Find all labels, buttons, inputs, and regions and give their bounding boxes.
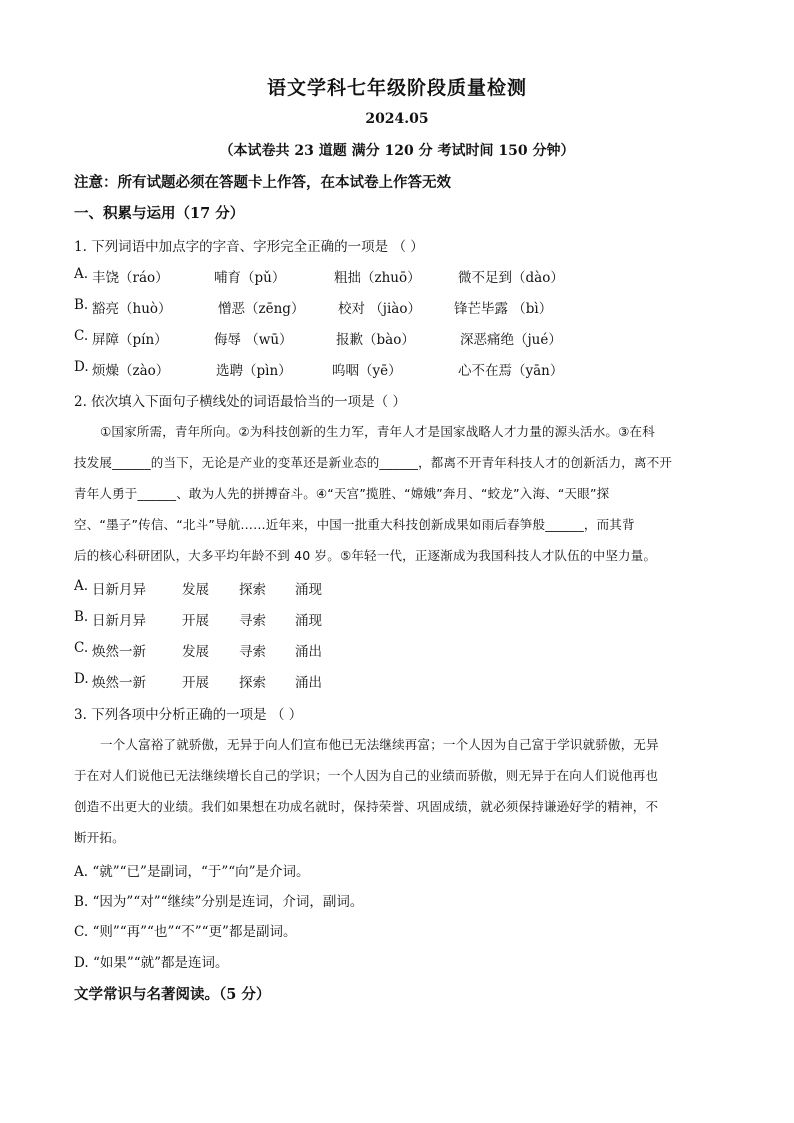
option-word: 侮辱 （wū） bbox=[214, 332, 293, 348]
option-label: C. bbox=[74, 640, 89, 656]
option-word: 探索 bbox=[239, 582, 266, 598]
exam-date: 2024.05 bbox=[365, 111, 429, 127]
q2-stem: 2. 依次填入下面句子横线处的词语最恰当的一项是（ ） bbox=[74, 394, 406, 410]
option-text: “就”“已”是副词，“于”“向”是介词。 bbox=[92, 864, 310, 880]
notice: 注意：所有试题必须在答题卡上作答，在本试卷上作答无效 bbox=[74, 174, 451, 191]
option-label: B. bbox=[74, 894, 89, 910]
option-word: 憎恶（zēng） bbox=[218, 301, 305, 317]
q1-option-d bbox=[74, 359, 714, 379]
option-label: C. bbox=[74, 924, 89, 940]
option-label: A. bbox=[74, 578, 89, 594]
option-word: 开展 bbox=[182, 675, 209, 691]
option-word: 开展 bbox=[182, 613, 209, 629]
page-title: 语文学科七年级阶段质量检测 bbox=[266, 77, 527, 99]
section1-heading: 一、积累与运用（17 分） bbox=[74, 205, 245, 222]
option-word: 日新月异 bbox=[92, 582, 146, 598]
option-word: 涌出 bbox=[295, 644, 322, 660]
option-word: 探索 bbox=[239, 675, 266, 691]
q3-stem: 3. 下列各项中分析正确的一项是 （ ） bbox=[74, 707, 303, 723]
q3-option-a bbox=[74, 860, 310, 880]
option-word: 涌出 bbox=[295, 675, 322, 691]
option-word: 校对 （jiào） bbox=[338, 301, 421, 317]
q3-passage-line: 断开拓。 bbox=[74, 830, 125, 845]
exam-info: （本试卷共 23 道题 满分 120 分 考试时间 150 分钟） bbox=[219, 143, 575, 159]
q1-option-a bbox=[74, 266, 714, 286]
q2-passage-line: 后的核心科研团队，大多平均年龄不到 40 岁。⑤年轻一代，正逐渐成为我国科技人才队伍的中坚力量。 bbox=[74, 548, 657, 563]
q2-option-d bbox=[74, 671, 374, 691]
option-label: D. bbox=[74, 359, 89, 375]
q3-passage-line: 一个人富裕了就骄傲，无异于向人们宣布他已无法继续再富；一个人因为自己富于学识就骄傲，无异 bbox=[100, 737, 659, 752]
section2-heading: 文学常识与名著阅读。（5 分） bbox=[74, 986, 271, 1003]
option-word: 豁亮（huò） bbox=[92, 301, 172, 317]
option-word: 屏障（pín） bbox=[92, 332, 168, 348]
option-word: 发展 bbox=[182, 582, 209, 598]
q3-passage-line: 于在对人们说他已无法继续增长自己的学识；一个人因为自己的业绩而骄傲，则无异于在向人们说他再也 bbox=[74, 768, 659, 783]
option-word: 发展 bbox=[182, 644, 209, 660]
q2-option-a bbox=[74, 578, 374, 598]
option-label: B. bbox=[74, 609, 89, 625]
q2-passage-line: 青年人勇于______、敢为人先的拼搏奋斗。④“天宫”揽胜、“嫦娥”奔月、“蛟龙”入海、“天眼”探 bbox=[74, 486, 610, 501]
q1-stem: 1. 下列词语中加点字的字音、字形完全正确的一项是 （ ） bbox=[74, 239, 424, 255]
q1-option-b bbox=[74, 297, 714, 317]
option-label: D. bbox=[74, 671, 89, 687]
q3-option-d bbox=[74, 951, 229, 971]
q2-passage-line: 空、“墨子”传信、“北斗”导航……近年来，中国一批重大科技创新成果如雨后春笋般______，而其背 bbox=[74, 517, 635, 532]
q3-option-c bbox=[74, 920, 296, 940]
option-word: 焕然一新 bbox=[92, 644, 146, 660]
option-label: C. bbox=[74, 328, 89, 344]
option-word: 粗拙（zhuō） bbox=[334, 270, 421, 286]
option-word: 寻索 bbox=[239, 644, 266, 660]
option-label: D. bbox=[74, 955, 89, 971]
option-word: 微不足到（dào） bbox=[458, 270, 564, 286]
q3-option-b bbox=[74, 890, 363, 910]
option-word: 日新月异 bbox=[92, 613, 146, 629]
q2-option-b bbox=[74, 609, 374, 629]
option-word: 寻索 bbox=[239, 613, 266, 629]
option-word: 涌现 bbox=[295, 582, 322, 598]
option-word: 报歉（bào） bbox=[336, 332, 415, 348]
option-word: 哺育（pǔ） bbox=[214, 270, 286, 286]
option-word: 涌现 bbox=[295, 613, 322, 629]
option-word: 选聘（pìn） bbox=[216, 363, 292, 379]
option-word: 心不在焉（yān） bbox=[458, 363, 564, 379]
option-word: 深恶痛绝（jué） bbox=[460, 332, 562, 348]
option-word: 焕然一新 bbox=[92, 675, 146, 691]
option-word: 丰饶（ráo） bbox=[92, 270, 169, 286]
option-word: 烦燥（zào） bbox=[92, 363, 170, 379]
option-word: 呜咽（yē） bbox=[332, 363, 402, 379]
option-label: A. bbox=[74, 266, 89, 282]
option-label: A. bbox=[74, 864, 89, 880]
option-text: “因为”“对”“继续”分别是连词，介词，副词。 bbox=[92, 894, 364, 910]
q1-option-c bbox=[74, 328, 714, 348]
q2-passage-line: 技发展______的当下，无论是产业的变革还是新业态的______，都离不开青年科技人才的创新活力，离不开 bbox=[74, 455, 673, 470]
option-text: “则”“再”“也”“不”“更”都是副词。 bbox=[92, 924, 297, 940]
q2-option-c bbox=[74, 640, 374, 660]
q2-passage-line: ①国家所需，青年所向。②为科技创新的生力军，青年人才是国家战略人才力量的源头活水。③在科 bbox=[100, 424, 655, 439]
q3-passage-line: 创造不出更大的业绩。我们如果想在功成名就时，保持荣誉、巩固成绩，就必须保持谦逊好学的精神，不 bbox=[74, 799, 659, 814]
option-text: “如果”“就”都是连词。 bbox=[92, 955, 229, 971]
option-label: B. bbox=[74, 297, 89, 313]
option-word: 锋芒毕露 （bì） bbox=[454, 301, 553, 317]
